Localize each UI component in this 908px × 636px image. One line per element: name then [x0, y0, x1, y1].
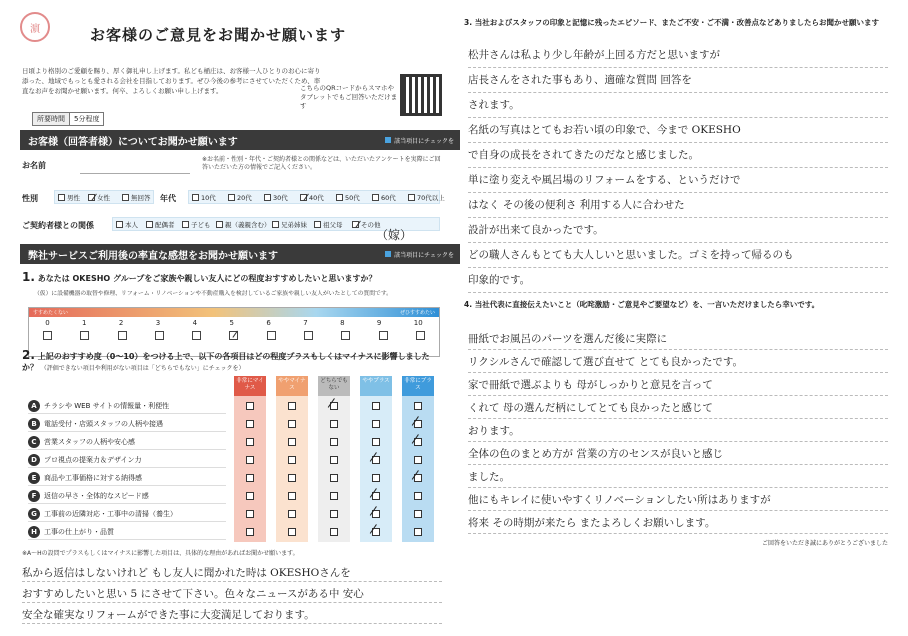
matrix-row-label: [28, 470, 226, 486]
scale-low-label: すすめたくない: [33, 310, 69, 316]
handwritten-line: おすすめしたいと思い 5 にさせて下さい。色々なニュースがある中 安心: [22, 588, 364, 600]
question-text: 当社およびスタッフの印象と記憶に残ったエピソード、またご不安・ご不満・改善点などありましたらお聞かせ願います: [474, 18, 880, 27]
privacy-note: ※お名前・性別・年代・ご契約者様との関係などは、いただいたアンケートを実際にご回答いただいた方の情報でご記入ください。: [202, 156, 441, 171]
matrix-checkbox[interactable]: [414, 510, 422, 518]
scale-checkbox[interactable]: [379, 331, 388, 340]
relation-checkbox[interactable]: [146, 221, 153, 228]
matrix-checkbox[interactable]: [372, 474, 380, 482]
age-option[interactable]: [336, 193, 360, 202]
matrix-column-bg: [276, 396, 308, 542]
time-value: 5分程度: [74, 115, 100, 123]
relation-option[interactable]: [146, 220, 175, 229]
answer-line: [468, 92, 888, 93]
matrix-checkbox[interactable]: [288, 510, 296, 518]
relation-checkbox[interactable]: [272, 221, 279, 228]
matrix-checkbox[interactable]: [246, 492, 254, 500]
scale-number: 6: [266, 319, 271, 327]
matrix-checkbox[interactable]: [246, 474, 254, 482]
matrix-column-bg: [234, 396, 266, 542]
relation-option-label: その他: [361, 221, 381, 229]
scale-checkbox[interactable]: [80, 331, 89, 340]
matrix-checkbox[interactable]: [372, 456, 380, 464]
relation-option[interactable]: [272, 220, 307, 229]
age-option[interactable]: [408, 193, 445, 202]
relation-checkbox[interactable]: [116, 221, 123, 228]
question-number: 2.: [22, 348, 35, 362]
question-4: [464, 300, 894, 310]
matrix-row-label: [28, 416, 226, 432]
scale-number: 2: [118, 319, 124, 327]
matrix-row-label: [28, 524, 226, 540]
time-label: 所要時間: [33, 113, 70, 125]
scale-checkbox[interactable]: [267, 331, 276, 340]
handwritten-line: 設計が出来て良かったです。: [468, 224, 604, 236]
handwritten-line: 名紙の写真はとてもお若い頃の印象で、今まで OKESHO: [468, 124, 741, 136]
scale-checkbox[interactable]: [229, 331, 238, 340]
age-option[interactable]: [372, 193, 396, 202]
row-letter-icon: C: [28, 436, 40, 448]
section-note: 該当項目にチェックを: [385, 250, 460, 259]
scale-checkbox[interactable]: [304, 331, 313, 340]
age-option[interactable]: [192, 193, 216, 202]
scale-checkbox[interactable]: [155, 331, 164, 340]
matrix-checkbox[interactable]: [330, 438, 338, 446]
relation-option[interactable]: [314, 220, 343, 229]
relation-checkbox[interactable]: [352, 221, 359, 228]
question-number: 4.: [464, 300, 473, 309]
age-option-label: 70代以上: [417, 194, 445, 202]
row-letter-icon: F: [28, 490, 40, 502]
left-column: [20, 10, 454, 630]
age-checkbox[interactable]: [372, 194, 379, 201]
scale-number: 10: [413, 319, 423, 327]
scale-number: 5: [229, 319, 234, 327]
answer-line: [468, 67, 888, 68]
handwritten-line: リクシルさんで確認して選び直せて とても良かったです。: [468, 356, 744, 368]
matrix-checkbox[interactable]: [372, 402, 380, 410]
answer-line: [468, 142, 888, 143]
matrix-column-header: ややプラス: [360, 376, 392, 396]
section-respondent-header: [20, 130, 460, 150]
question-1-sub: （仮）に設備機器の取替や修理、リフォーム・リノベーションや不動産購入を検討しているご家族や親しい友人がいたとしての質問です。: [34, 291, 392, 297]
question-text: あなたは OKESHO グループをご家族や親しい友人にどの程度おすすめしたいと思いますか？: [37, 274, 377, 283]
answer-line: [468, 217, 888, 218]
gender-checkbox[interactable]: [122, 194, 129, 201]
relation-option[interactable]: [216, 220, 271, 229]
scale-number: 7: [303, 319, 308, 327]
matrix-column-header: 非常にプラス: [402, 376, 434, 396]
matrix-checkbox[interactable]: [246, 456, 254, 464]
matrix-checkbox[interactable]: [372, 492, 380, 500]
matrix-checkbox[interactable]: [414, 474, 422, 482]
row-label-text: 工事前の近隣対応・工事中の清掃（養生）: [44, 509, 177, 518]
section-feedback-header: [20, 244, 460, 264]
scale-number: 0: [45, 319, 50, 327]
age-option-label: 60代: [381, 194, 396, 202]
matrix-checkbox[interactable]: [246, 402, 254, 410]
row-label-text: 営業スタッフの人柄や安心感: [44, 437, 135, 446]
gender-option[interactable]: [88, 193, 110, 202]
matrix-column-header: ややマイナス: [276, 376, 308, 396]
matrix-checkbox[interactable]: [330, 402, 338, 410]
handwritten-line: 他にもキレイに使いやすくリノベーションしたい所はありますが: [468, 494, 771, 506]
relation-option[interactable]: [182, 220, 211, 229]
section-title: お客様（回答者様）についてお聞かせ願います: [28, 136, 238, 148]
intro-text: 日頃より格別のご愛顧を賜り、厚く御礼申し上げます。私ども桶庄は、お客様一人ひとりのお心に寄り添った、地域でもっとも愛される会社を目指しております。ぜひ今後の参考にさせていただくため、率直なお声をお聞かせ願います。何卒、よろしくお願い申し上げます。: [22, 67, 321, 95]
handwritten-line: 安全な確実なリフォームができた事に大変満足しております。: [22, 609, 315, 621]
matrix-checkbox[interactable]: [414, 438, 422, 446]
handwritten-line: 松井さんは私より少し年齢が上回る方だと思いますが: [468, 49, 720, 61]
question-1: [22, 272, 442, 284]
question-text: 当社代表に直接伝えたいこと（叱咤激励・ご意見やご要望など）を、一言いただけましたら幸いです。: [474, 300, 820, 309]
answer-line: [468, 192, 888, 193]
matrix-checkbox[interactable]: [330, 510, 338, 518]
age-checkbox[interactable]: [192, 194, 199, 201]
matrix-row-label: [28, 452, 226, 468]
matrix-checkbox[interactable]: [330, 456, 338, 464]
row-letter-icon: G: [28, 508, 40, 520]
name-field[interactable]: [80, 173, 190, 174]
matrix-checkbox[interactable]: [414, 402, 422, 410]
age-option-label: 50代: [345, 194, 360, 202]
handwritten-line: 店長さんをされた事もあり、適確な質問 回答を: [468, 74, 692, 86]
handwritten-line: 家で冊紙で選ぶよりも 母がしっかりと意見を言って: [468, 379, 713, 391]
row-letter-icon: H: [28, 526, 40, 538]
relation-option-label: 配偶者: [155, 221, 175, 229]
age-option-label: 10代: [201, 194, 216, 202]
answer-line: [468, 242, 888, 243]
scale-numbers: [29, 317, 439, 327]
question-2: [22, 350, 442, 373]
relation-option-label: 祖父母: [323, 221, 343, 229]
handwritten-line: ました。: [468, 471, 510, 483]
age-option-label: 20代: [237, 194, 252, 202]
answer-line: [468, 167, 888, 168]
row-letter-icon: A: [28, 400, 40, 412]
name-label: お名前: [22, 161, 46, 170]
relation-option-label: 本人: [125, 221, 138, 229]
age-checkbox[interactable]: [408, 194, 415, 201]
handwritten-line: はなく その後の便利さ 利用する人に合わせた: [468, 199, 685, 211]
row-label-text: チラシや WEB サイトの情報量・利便性: [44, 401, 170, 410]
scale-checkboxes: [29, 327, 439, 340]
matrix-row-label: [28, 434, 226, 450]
q2-footnote: ※A〜Hの設問でプラスもしくはマイナスに影響した項目は、具体的な理由があればお聞かせ願います。: [22, 550, 299, 557]
matrix-checkbox[interactable]: [330, 474, 338, 482]
thanks-note: ご回答をいただき誠にありがとうございました: [761, 540, 888, 547]
gender-option[interactable]: [122, 193, 151, 202]
relation-checkbox[interactable]: [182, 221, 189, 228]
answer-line: [468, 292, 888, 293]
age-checkbox[interactable]: [228, 194, 235, 201]
question-2-sub: （評価できない項目や利用がない項目は「どちらでもない」にチェックを）: [40, 365, 245, 372]
matrix-checkbox[interactable]: [372, 438, 380, 446]
gender-label: 性別: [22, 194, 38, 203]
row-letter-icon: D: [28, 454, 40, 466]
scale-checkbox[interactable]: [341, 331, 350, 340]
relation-option-label: 親（義親含む）: [225, 221, 271, 229]
scale-checkbox[interactable]: [192, 331, 201, 340]
relation-option-label: 子ども: [191, 221, 211, 229]
matrix-checkbox[interactable]: [372, 528, 380, 536]
handwritten-line: されます。: [468, 99, 520, 111]
handwritten-line: 印象的です。: [468, 274, 531, 286]
matrix-checkbox[interactable]: [414, 420, 422, 428]
scale-checkbox[interactable]: [416, 331, 425, 340]
qr-code[interactable]: [400, 74, 442, 116]
age-option-label: 40代: [309, 194, 324, 202]
handwritten-line: 将来 その時期が来たら またよろしくお願いします。: [468, 517, 716, 529]
relation-checkbox[interactable]: [216, 221, 223, 228]
row-label-text: 工事の仕上がり・品質: [44, 527, 114, 536]
matrix-checkbox[interactable]: [372, 420, 380, 428]
answer-line: [468, 441, 888, 442]
section-note: 該当項目にチェックを: [385, 136, 460, 145]
scale-checkbox[interactable]: [118, 331, 127, 340]
scale-number: 4: [192, 319, 198, 327]
right-column: [462, 10, 902, 630]
age-option[interactable]: [264, 193, 288, 202]
question-3: [464, 18, 894, 28]
matrix-checkbox[interactable]: [288, 402, 296, 410]
matrix-checkbox[interactable]: [246, 528, 254, 536]
handwritten-line: 私から返信はしないけれど もし友人に聞かれた時は OKESHOさんを: [22, 567, 351, 579]
age-label: 年代: [160, 194, 176, 203]
matrix-row-label: [28, 488, 226, 504]
answer-line: [468, 487, 888, 488]
handwritten-line: 単に塗り変えや風呂場のリフォームをする、というだけで: [468, 174, 741, 186]
matrix-checkbox[interactable]: [288, 456, 296, 464]
matrix-checkbox[interactable]: [246, 438, 254, 446]
gender-checkbox[interactable]: [88, 194, 95, 201]
scale-checkbox[interactable]: [43, 331, 52, 340]
handwritten-line: 冊紙でお風呂のパーツを選んだ後に実際に: [468, 333, 668, 345]
relation-option[interactable]: [116, 220, 138, 229]
matrix-checkbox[interactable]: [414, 492, 422, 500]
matrix-checkbox[interactable]: [288, 492, 296, 500]
handwritten-line: 全体の色のまとめ方が 営業の方のセンスが良いと感じ: [468, 448, 724, 460]
handwritten-line: どの職人さんもとても大人しいと思いました。ゴミを持って帰るのも: [468, 249, 794, 261]
gender-option[interactable]: [58, 193, 80, 202]
relation-option-label: 兄弟姉妹: [281, 221, 307, 229]
question-text: 上記のおすすめ度（0〜10）をつける上で、以下の各項目はどの程度プラスもしくはマイナスに影響しましたか？: [22, 352, 430, 372]
scale-number: 8: [340, 319, 345, 327]
matrix-checkbox[interactable]: [414, 528, 422, 536]
gender-option-label: 女性: [97, 194, 110, 202]
age-checkbox[interactable]: [264, 194, 271, 201]
gender-option-label: 男性: [67, 194, 80, 202]
matrix-column-header: 非常にマイナス: [234, 376, 266, 396]
matrix-checkbox[interactable]: [330, 492, 338, 500]
scale-number: 3: [155, 319, 161, 327]
answer-line: [468, 267, 888, 268]
handwritten-line: で自身の成長をされてきたのだなと感じました。: [468, 149, 699, 161]
gender-checkbox[interactable]: [58, 194, 65, 201]
impact-matrix: [28, 376, 440, 542]
matrix-column-bg: [318, 396, 350, 542]
row-label-text: プロ視点の提案力＆デザイン力: [44, 455, 142, 464]
relation-checkbox[interactable]: [314, 221, 321, 228]
scale-number: 9: [376, 319, 382, 327]
age-option-label: 30代: [273, 194, 288, 202]
relation-label: ご契約者様との関係: [22, 221, 94, 230]
row-label-text: 電話受付・店頭スタッフの人柄や接遇: [44, 419, 163, 428]
matrix-checkbox[interactable]: [246, 420, 254, 428]
row-letter-icon: E: [28, 472, 40, 484]
age-option[interactable]: [228, 193, 252, 202]
row-label-text: 商品や工事価格に対する納得感: [44, 473, 142, 482]
matrix-row-label: [28, 506, 226, 522]
age-checkbox[interactable]: [300, 194, 307, 201]
company-seal: 濵: [20, 12, 50, 42]
row-label-text: 返信の早さ・全体的なスピード感: [44, 491, 149, 500]
matrix-checkbox[interactable]: [414, 456, 422, 464]
scale-gradient: [29, 308, 439, 317]
age-option[interactable]: [300, 193, 324, 202]
scale-high-label: ぜひすすめたい: [399, 310, 435, 316]
page-title: お客様のご意見をお聞かせ願います: [90, 26, 347, 44]
matrix-row-label: [28, 398, 226, 414]
question-number: 3.: [464, 18, 473, 27]
matrix-column-header: どちらでもない: [318, 376, 350, 396]
handwritten-line: おります。: [468, 425, 520, 437]
matrix-checkbox[interactable]: [372, 510, 380, 518]
matrix-checkbox[interactable]: [288, 438, 296, 446]
scale-number: 1: [82, 319, 87, 327]
gender-option-label: 無回答: [131, 194, 151, 202]
time-box: [32, 112, 104, 126]
matrix-checkbox[interactable]: [288, 474, 296, 482]
matrix-checkbox[interactable]: [330, 420, 338, 428]
matrix-checkbox[interactable]: [288, 420, 296, 428]
handwritten-line: くれて 母の選んだ柄にしてとても良かったと感じて: [468, 402, 713, 414]
row-letter-icon: B: [28, 418, 40, 430]
matrix-checkbox[interactable]: [330, 528, 338, 536]
qr-caption: こちらのQRコードからスマホやタブレットでもご回答いただけます: [300, 84, 398, 110]
question-number: 1.: [22, 270, 35, 284]
age-checkbox[interactable]: [336, 194, 343, 201]
relation-handwritten: （嫁）: [376, 228, 413, 242]
matrix-checkbox[interactable]: [246, 510, 254, 518]
section-title: 弊社サービスご利用後の率直な感想をお聞かせ願います: [28, 250, 278, 262]
answer-line: [468, 117, 888, 118]
matrix-checkbox[interactable]: [288, 528, 296, 536]
